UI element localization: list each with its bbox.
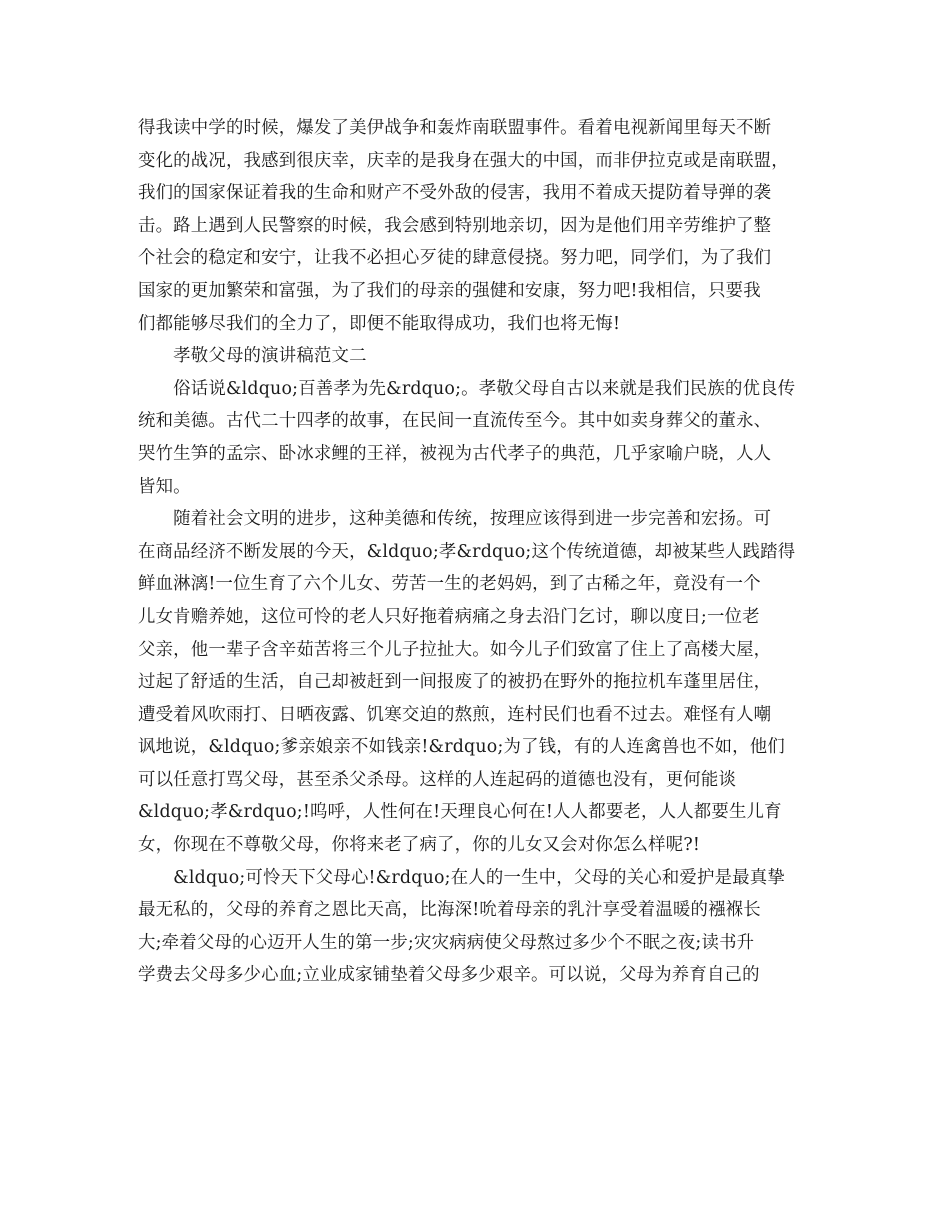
section-heading [138, 340, 828, 373]
text-line: 随着社会文明的进步，这种美德和传统，按理应该得到进一步完善和宏扬。可 [138, 509, 772, 530]
paragraph-1 [138, 112, 828, 340]
text-line: 鲜血淋漓!一位生育了六个儿女、劳苦一生的老妈妈，到了古稀之年，竟没有一个 [138, 574, 761, 595]
text-line: 哭竹生笋的孟宗、卧冰求鲤的王祥，被视为古代孝子的典范，几乎家喻户晓，人人 [138, 443, 772, 464]
section-title: 孝敬父母的演讲稿范文二 [138, 346, 367, 367]
text-line: &ldquo;可怜天下父母心!&rdquo;在人的一生中，父母的关心和爱护是最真挚 [138, 867, 785, 888]
text-line: 击。路上遇到人民警察的时候，我会感到特别地亲切，因为是他们用辛劳维护了整 [138, 215, 772, 236]
text-line: 个社会的稳定和安宁，让我不必担心歹徒的肆意侵挠。努力吧，同学们，为了我们 [138, 248, 772, 269]
text-line: 儿女肯赡养她，这位可怜的老人只好拖着病痛之身去沿门乞讨，聊以度日;一位老 [138, 606, 760, 627]
text-line: 最无私的，父母的养育之恩比天高，比海深!吮着母亲的乳汁享受着温暖的襁褓长 [138, 900, 761, 921]
text-line: 得我读中学的时候，爆发了美伊战争和轰炸南联盟事件。看着电视新闻里每天不断 [138, 118, 772, 138]
text-line: 大;牵着父母的心迈开人生的第一步;灾灾病病使父母熬过多少个不眠之夜;读书升 [138, 932, 755, 953]
text-line: 我们的国家保证着我的生命和财产不受外敌的侵害，我用不着成天提防着导弹的袭 [138, 183, 772, 204]
document-body [138, 112, 828, 992]
text-line: 学费去父母多少心血;立业成家铺垫着父母多少艰辛。可以说，父母为养育自己的 [138, 965, 760, 986]
text-line: 们都能够尽我们的全力了，即便不能取得成功，我们也将无悔! [138, 313, 621, 334]
text-line: 讽地说，&ldquo;爹亲娘亲不如钱亲!&rdquo;为了钱，有的人连禽兽也不如，他们 [138, 737, 785, 758]
text-line: 可以任意打骂父母，甚至杀父杀母。这样的人连起码的道德也没有，更何能谈 [138, 769, 737, 790]
text-line: 在商品经济不断发展的今天，&ldquo;孝&rdquo;这个传统道德，却被某些人践踏得 [138, 541, 796, 562]
text-line: 过起了舒适的生活，自己却被赶到一间报废了的被扔在野外的拖拉机车蓬里居住， [138, 672, 772, 693]
text-line: 国家的更加繁荣和富强，为了我们的母亲的强健和安康，努力吧!我相信，只要我 [138, 280, 761, 301]
paragraph-4 [138, 862, 828, 992]
text-line: 女，你现在不尊敬父母，你将来老了病了，你的儿女又会对你怎么样呢?! [138, 835, 701, 856]
text-line: 俗话说&ldquo;百善孝为先&rdquo;。孝敬父母自古以来就是我们民族的优良传 [138, 378, 796, 399]
paragraph-3 [138, 503, 828, 862]
text-line: 统和美德。古代二十四孝的故事，在民间一直流传至今。其中如卖身葬父的董永、 [138, 411, 772, 432]
text-line: 变化的战况，我感到很庆幸，庆幸的是我身在强大的中国，而非伊拉克或是南联盟， [138, 150, 789, 171]
text-line: 遭受着风吹雨打、日晒夜露、饥寒交迫的熬煎，连村民们也看不过去。难怪有人嘲 [138, 704, 772, 725]
text-line: &ldquo;孝&rdquo;!呜呼，人性何在!天理良心何在!人人都要老，人人都要生儿育 [138, 802, 782, 823]
paragraph-2 [138, 373, 828, 503]
text-line: 皆知。 [138, 476, 191, 497]
text-line: 父亲，他一辈子含辛茹苦将三个儿子拉扯大。如今儿子们致富了住上了高楼大屋， [138, 639, 772, 660]
